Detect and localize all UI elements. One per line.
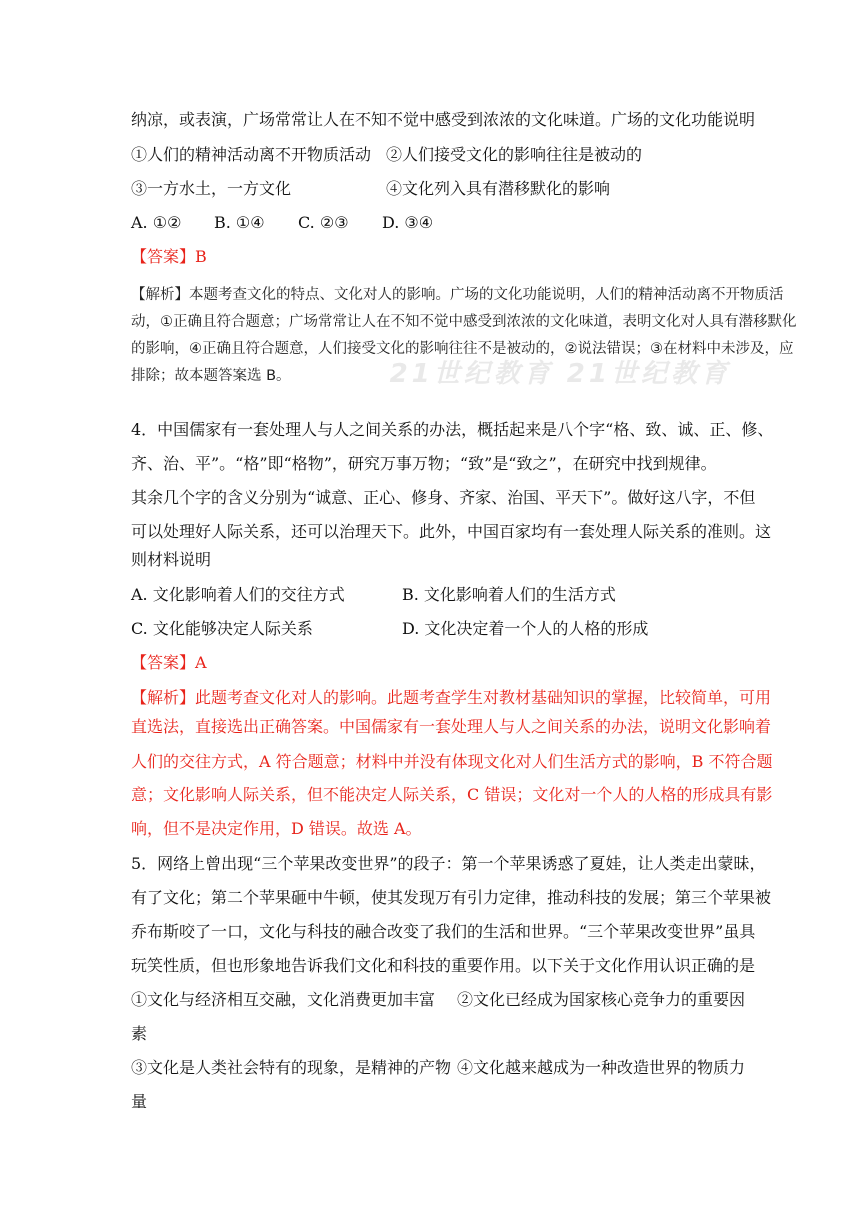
q3-analysis-line: 【解析】本题考查文化的特点、文化对人的影响。广场的文化功能说明，人们的精神活动离不开物质活 — [131, 287, 784, 303]
q4-stem-line: 齐、治、平”。“格”即“格物”，研究万事万物；“致”是“致之”，在研究中找到规律。 — [131, 454, 717, 473]
q4-option-b: B. 文化影响着人们的生活方式 — [402, 585, 616, 604]
q4-stem-line: 则材料说明 — [131, 550, 212, 569]
q5-option-4-continued: 量 — [131, 1092, 148, 1111]
q4-stem-line: 其余几个字的含义分别为“诚意、正心、修身、齐家、治国、平天下”。做好这八字，不但 — [131, 488, 756, 507]
q4-analysis-line: 人们的交往方式，A 符合题意；材料中并没有体现文化对人们生活方式的影响，B 不符合题 — [131, 752, 773, 771]
q5-option-2-continued: 素 — [131, 1024, 148, 1043]
q3-choice-a: A. ①② — [131, 213, 182, 232]
q3-choice-c: C. ②③ — [298, 213, 349, 232]
q4-analysis-line: 直选法，直接选出正确答案。中国儒家有一套处理人与人之间关系的办法，说明文化影响着 — [131, 717, 772, 736]
q5-option-3: ③文化是人类社会特有的现象，是精神的产物 — [131, 1058, 452, 1077]
q5-option-1: ①文化与经济相互交融，文化消费更加丰富 — [131, 990, 436, 1009]
q5-option-4: ④文化越来越成为一种改造世界的物质力 — [457, 1058, 746, 1077]
watermark: 21世纪教育 21世纪教育 — [389, 359, 731, 389]
q5-stem-line: 有了文化；第二个苹果砸中牛顿，使其发现万有引力定律，推动科技的发展；第三个苹果被 — [131, 888, 772, 907]
q5-option-2: ②文化已经成为国家核心竞争力的重要因 — [457, 990, 746, 1009]
q3-answer — [131, 245, 207, 269]
q4-option-c: C. 文化能够决定人际关系 — [131, 619, 313, 638]
q3-analysis-image — [131, 282, 797, 390]
q3-analysis-line: 排除；故本题答案选 B。 — [131, 368, 291, 384]
q4-analysis-line: 意；文化影响人际关系，但不能决定人际关系，C 错误；文化对一个人的人格的形成具有影 — [131, 785, 773, 804]
q4-stem-line: 可以处理好人际关系，还可以治理天下。此外，中国百家均有一套处理人际关系的准则。这 — [131, 522, 772, 541]
q4-stem-line: 4．中国儒家有一套处理人与人之间关系的办法，概括起来是八个字“格、致、诚、正、修、 — [131, 420, 774, 439]
q3-option-3: ③一方水土，一方文化 — [131, 179, 292, 198]
q4-analysis-line: 响，但不是决定作用，D 错误。故选 A。 — [131, 819, 422, 838]
q4-answer — [131, 651, 207, 675]
q5-stem-line: 5．网络上曾出现“三个苹果改变世界”的段子：第一个苹果诱惑了夏娃，让人类走出蒙昧， — [131, 854, 766, 873]
q3-analysis-line: 的影响，④正确且符合题意，人们接受文化的影响往往不是被动的，②说法错误；③在材料中未涉及，应 — [131, 341, 794, 357]
q3-stem-line: 纳凉，或表演，广场常常让人在不知不觉中感受到浓浓的文化味道。广场的文化功能说明 — [131, 110, 756, 129]
q3-option-1: ①人们的精神活动离不开物质活动 — [131, 145, 372, 164]
q4-analysis-line: 【解析】此题考查文化对人的影响。此题考查学生对教材基础知识的掌握，比较简单，可用 — [131, 688, 772, 707]
q4-option-d: D. 文化决定着一个人的人格的形成 — [402, 619, 649, 638]
answer-label: 【答案】 — [131, 247, 196, 266]
q3-option-4: ④文化列入具有潜移默化的影响 — [386, 179, 611, 198]
answer-value: B — [195, 247, 207, 266]
q5-stem-line: 乔布斯咬了一口，文化与科技的融合改变了我们的生活和世界。“三个苹果改变世界”虽具 — [131, 922, 756, 941]
q3-option-2: ②人们接受文化的影响往往是被动的 — [386, 145, 643, 164]
q3-choice-b: B. ①④ — [214, 213, 265, 232]
q4-option-a: A. 文化影响着人们的交往方式 — [131, 585, 345, 604]
q5-stem-line: 玩笑性质，但也形象地告诉我们文化和科技的重要作用。以下关于文化作用认识正确的是 — [131, 956, 756, 975]
q3-analysis-line: 动，①正确且符合题意；广场常常让人在不知不觉中感受到浓浓的文化味道，表明文化对人具有潜移默化 — [131, 314, 797, 330]
q3-choice-d: D. ③④ — [382, 213, 434, 232]
answer-label: 【答案】 — [131, 653, 196, 672]
answer-value: A — [195, 653, 207, 672]
